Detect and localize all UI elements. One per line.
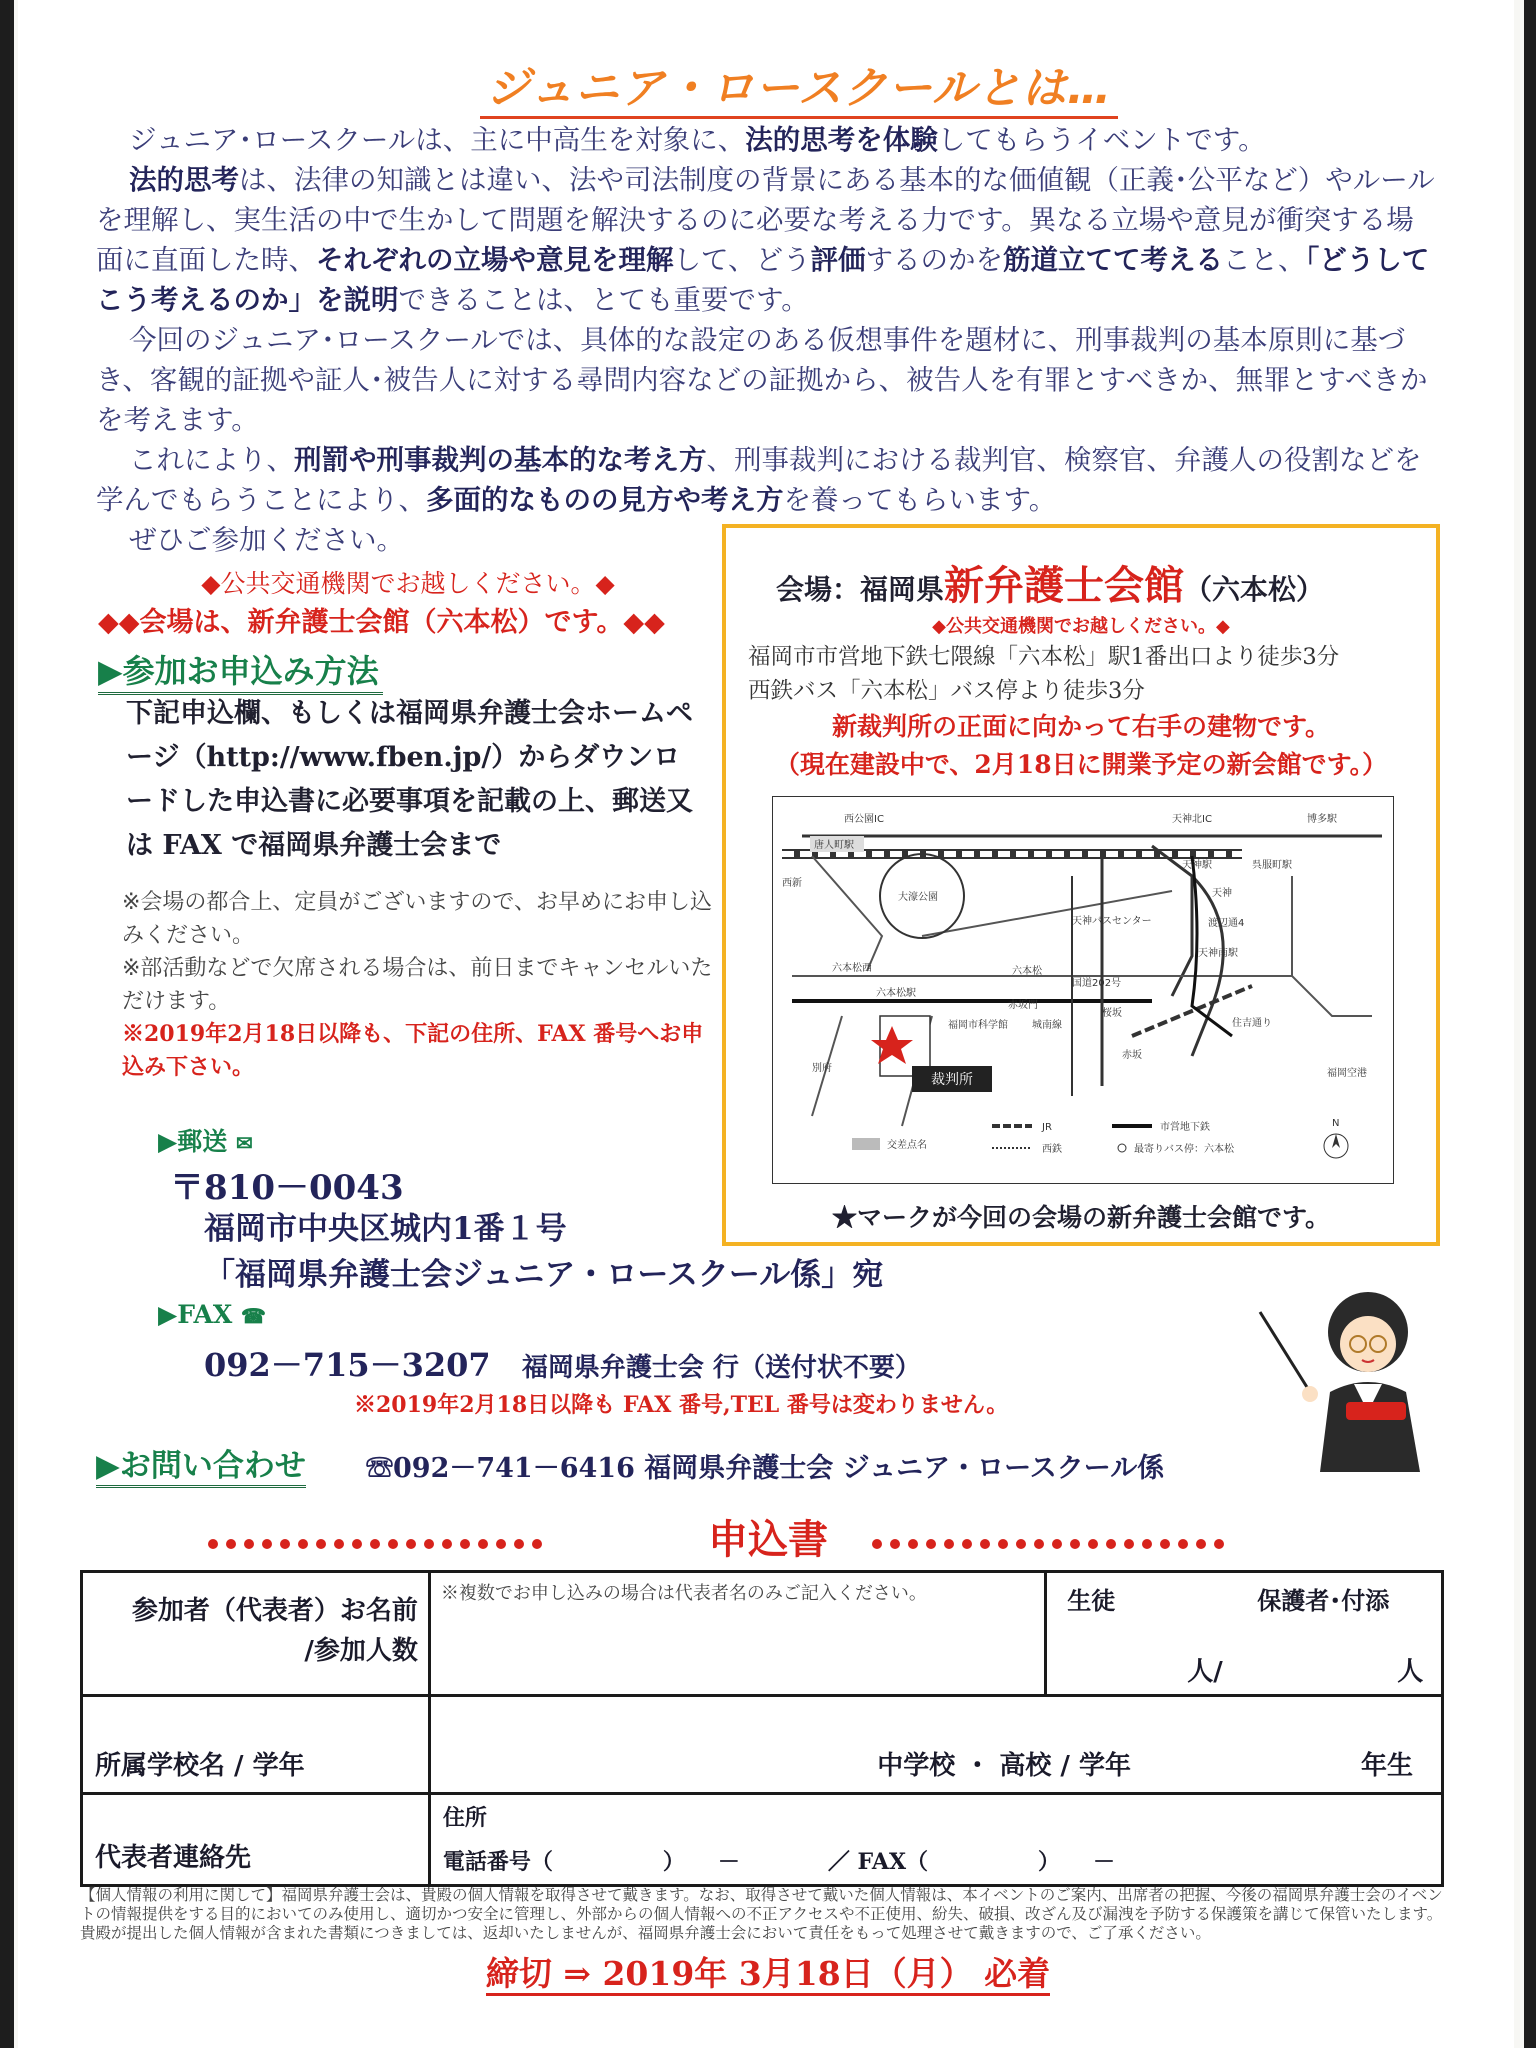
intro-segment: するのかを — [865, 244, 1003, 276]
venue-name: 新弁護士会館 — [944, 562, 1185, 609]
svg-text:西公園IC: 西公園IC — [844, 814, 884, 825]
venue-directions — [748, 640, 1339, 708]
grade-suffix: 年生 — [1360, 1751, 1413, 1781]
guardians-unit: 人 — [1397, 1657, 1424, 1687]
page-title: ジュニア・ロースクールとは… — [480, 52, 1118, 119]
fax-recipient: 福岡県弁護士会 行（送付状不要） — [521, 1353, 921, 1383]
fax-heading — [158, 1300, 266, 1329]
north-label: N — [1332, 1118, 1340, 1129]
svg-text:西新: 西新 — [782, 878, 802, 889]
apply-heading: ▶参加お申込み方法 — [98, 646, 383, 695]
fax-number: 092－715－3207 — [204, 1346, 491, 1384]
legend-nishitetsu: 西鉄 — [1042, 1144, 1062, 1155]
svg-text:呉服町駅: 呉服町駅 — [1252, 860, 1292, 871]
apply-notes — [122, 886, 722, 1084]
address-field-label: 住所 — [442, 1805, 487, 1831]
participant-count-field[interactable] — [1046, 1572, 1443, 1696]
mail-icon: ✉ — [235, 1131, 253, 1155]
school-field[interactable] — [429, 1696, 1442, 1794]
legend-jr: JR — [1042, 1122, 1052, 1133]
contact-label: 代表者連絡先 — [95, 1843, 252, 1873]
intro-segment: 筋道立てて考える — [1002, 244, 1223, 276]
students-label: 生徒 — [1067, 1586, 1116, 1615]
participant-note: ※複数でお申し込みの場合は代表者名のみご記入ください。 — [440, 1583, 927, 1604]
intro-segment: 刑罰や刑事裁判の基本的な考え方 — [294, 444, 707, 476]
school-label: 所属学校名 / 学年 — [95, 1751, 305, 1781]
intro-segment: これにより、 — [129, 444, 294, 476]
direction-subway: 福岡市市営地下鉄七隈線「六本松」駅1番出口より徒歩3分 — [748, 644, 1340, 670]
intro-text — [96, 120, 1436, 560]
privacy-notice: 【個人情報の利用に関して】福岡県弁護士会は、貴殿の個人情報を取得させて戴きます。なお、取得させて戴いた個人情報は、本イベントのご案内、出席者の把握、今後の福岡県弁護士会のイベントの情報提供をする目的においてのみ使用し、適切かつ安全に管理し、外部からの個人情報への不正アクセスや不正使用、紛失、破損、改ざん及び漏洩を予防する保護策を講じて保管いたします。貴殿が提出した個人情報が含まれた書類につきましては、返却いたしませんが、福岡県弁護士会において責任をもって処理させて戴きますので、ご了承ください。 — [80, 1886, 1443, 1942]
deadline-text: 締切 ⇒ 2019年 3月18日（月） 必着 — [486, 1954, 1050, 1996]
svg-text:博多駅: 博多駅 — [1307, 814, 1337, 825]
postal-code: 〒810－0043 — [170, 1168, 404, 1208]
right-edge — [1524, 0, 1536, 2048]
venue-footer: ★マークが今回の会場の新弁護士会館です。 — [831, 1203, 1330, 1232]
contact-label-cell — [82, 1794, 430, 1886]
left-edge — [0, 0, 14, 2048]
svg-text:福岡空港: 福岡空港 — [1327, 1068, 1367, 1079]
legend-bus: 最寄りバス停：六本松 — [1134, 1144, 1234, 1155]
access-note: ◆公共交通機関でお越しください。◆ — [201, 569, 615, 598]
legend-subway: 市営地下鉄 — [1160, 1122, 1210, 1133]
fax-note: ※2019年2月18日以降も FAX 番号,TEL 番号は変わりません。 — [354, 1392, 1009, 1418]
svg-text:福岡市科学館: 福岡市科学館 — [948, 1020, 1008, 1031]
venue-label: 会場：福岡県 — [776, 573, 945, 606]
form-title: 申込書 — [708, 1516, 828, 1563]
intro-segment: 、刑事裁判における裁判官、検察官、弁護人の役割などを学んでもらうことにより、 — [96, 444, 1422, 516]
intro-segment: を養ってもらいます。 — [783, 484, 1057, 516]
svg-text:別府: 別府 — [812, 1063, 832, 1074]
intro-segment: できることは、とても重要です。 — [398, 284, 809, 316]
location-line-1: 新裁判所の正面に向かって右手の建物です。 — [831, 712, 1330, 741]
svg-text:天神: 天神 — [1212, 888, 1232, 899]
svg-text:大濠公園: 大濠公園 — [898, 892, 938, 903]
intro-p3 — [96, 320, 1436, 440]
intro-segment: ぜひご参加ください。 — [129, 524, 404, 556]
svg-text:天神駅: 天神駅 — [1182, 860, 1212, 871]
fax-heading-text: ▶FAX — [158, 1300, 233, 1329]
contact-field[interactable] — [429, 1794, 1442, 1886]
intro-p4 — [96, 440, 1436, 520]
venue-box — [722, 524, 1440, 1246]
map-court-label: 裁判所 — [931, 1072, 973, 1088]
apply-body: 下記申込欄、もしくは福岡県弁護士会ホームページ（http://www.fben.jp/）からダウンロードした申込書に必要事項を記載の上、郵送又は FAX で福岡県弁護士会まで — [126, 698, 693, 861]
intro-segment: してもらうイベントです。 — [937, 124, 1266, 156]
intro-segment: して、どう — [673, 244, 811, 276]
fax-line — [204, 1340, 921, 1386]
participant-label: 参加者（代表者）お名前 /参加人数 — [131, 1596, 418, 1666]
note-capacity: ※会場の都合上、定員がございますので、お早めにお申し込みください。 — [122, 890, 712, 948]
svg-text:渡辺通4: 渡辺通4 — [1208, 918, 1245, 929]
intro-p1 — [96, 120, 1436, 160]
participant-name-field[interactable] — [429, 1572, 1045, 1696]
svg-text:唐人町駅: 唐人町駅 — [814, 840, 854, 851]
participant-label-cell — [82, 1572, 430, 1696]
venue-access-note: ◆公共交通機関でお越しください。◆ — [932, 616, 1230, 637]
svg-text:六本松駅: 六本松駅 — [876, 988, 916, 999]
svg-text:六本松西: 六本松西 — [832, 963, 872, 974]
students-unit: 人/ — [1187, 1657, 1223, 1687]
venue-area: （六本松） — [1184, 573, 1325, 606]
form-dots-right — [872, 1534, 1232, 1552]
svg-text:天神北IC: 天神北IC — [1172, 814, 1212, 825]
svg-text:赤坂門: 赤坂門 — [1008, 1000, 1038, 1011]
svg-text:天神バスセンター: 天神バスセンター — [1072, 916, 1152, 927]
svg-text:桜坂: 桜坂 — [1102, 1008, 1122, 1019]
deadline — [0, 1948, 1536, 1995]
intro-segment: ジュニア･ロースクールは、主に中高生を対象に、 — [129, 124, 746, 156]
intro-segment: 多面的なものの見方や考え方 — [426, 484, 784, 516]
svg-text:国道202号: 国道202号 — [1072, 978, 1122, 989]
venue-map — [772, 796, 1394, 1184]
intro-segment: は、法律の知識とは違い、法や司法制度の背景にある基本的な価値観（正義･公平など）やルールを理解し、実生活の中で生かして問題を解決するのに必要な考える力です。異なる立場や意見が衝突する場面に直面した時、 — [96, 164, 1435, 276]
location-line-2: （現在建設中で、2月18日に開業予定の新会館です。） — [774, 750, 1388, 779]
guardians-label: 保護者･付添 — [1257, 1586, 1390, 1615]
intro-segment: 今回のジュニア･ロースクールでは、具体的な設定のある仮想事件を題材に、刑事裁判の基本原則に基づき、客観的証拠や証人･被告人に対する尋問内容などの証拠から、被告人を有罪とすべきか、無罪とすべきかを考えます。 — [96, 324, 1428, 436]
address-line-1: 福岡市中央区城内1番１号 — [204, 1211, 567, 1247]
application-form — [80, 1570, 1444, 1887]
phone-fax-label: 電話番号（ ） － ／ FAX（ ） － — [442, 1849, 1116, 1875]
note-cancel: ※部活動などで欠席される場合は、前日までキャンセルいただけます。 — [122, 956, 713, 1014]
inquiry-heading: ▶お問い合わせ — [96, 1440, 306, 1488]
teacher-illustration-icon — [1250, 1272, 1450, 1472]
intro-segment: 「どうしてこう考えるのか」を説明 — [96, 244, 1430, 316]
venue-note: ◆◆会場は、新弁護士会館（六本松）です。◆◆ — [98, 607, 665, 638]
intro-segment: 法的思考 — [129, 164, 239, 196]
svg-text:城南線: 城南線 — [1032, 1020, 1062, 1031]
intro-p2 — [96, 160, 1436, 320]
school-label-cell — [82, 1696, 430, 1794]
mail-heading — [158, 1122, 253, 1158]
note-address: ※2019年2月18日以降も、下記の住所、FAX 番号へお申込み下さい。 — [122, 1021, 704, 1080]
svg-text:六本松: 六本松 — [1012, 966, 1042, 977]
mail-heading-text: ▶郵送 — [158, 1127, 228, 1156]
intro-segment: こと、 — [1222, 244, 1306, 276]
venue-location-note — [726, 708, 1436, 784]
legend-crossing: 交差点名 — [887, 1140, 927, 1151]
inquiry-text: ☏092－741－6416 福岡県弁護士会 ジュニア・ロースクール係 — [366, 1453, 1165, 1484]
fax-icon: ☎ — [241, 1304, 266, 1328]
intro-segment: 評価 — [810, 244, 866, 276]
svg-text:住吉通り: 住吉通り — [1232, 1018, 1272, 1029]
direction-bus: 西鉄バス「六本松」バス停より徒歩3分 — [748, 678, 1145, 704]
svg-text:天神南駅: 天神南駅 — [1198, 948, 1238, 959]
school-type-label: 中学校 ・ 高校 / 学年 — [877, 1751, 1131, 1781]
intro-segment: 法的思考を体験 — [745, 124, 938, 156]
svg-text:赤坂: 赤坂 — [1122, 1050, 1142, 1061]
address-line-2: 「福岡県弁護士会ジュニア・ロースクール係」宛 — [204, 1257, 884, 1293]
intro-segment: それぞれの立場や意見を理解 — [316, 244, 674, 276]
venue-title — [776, 554, 1324, 611]
